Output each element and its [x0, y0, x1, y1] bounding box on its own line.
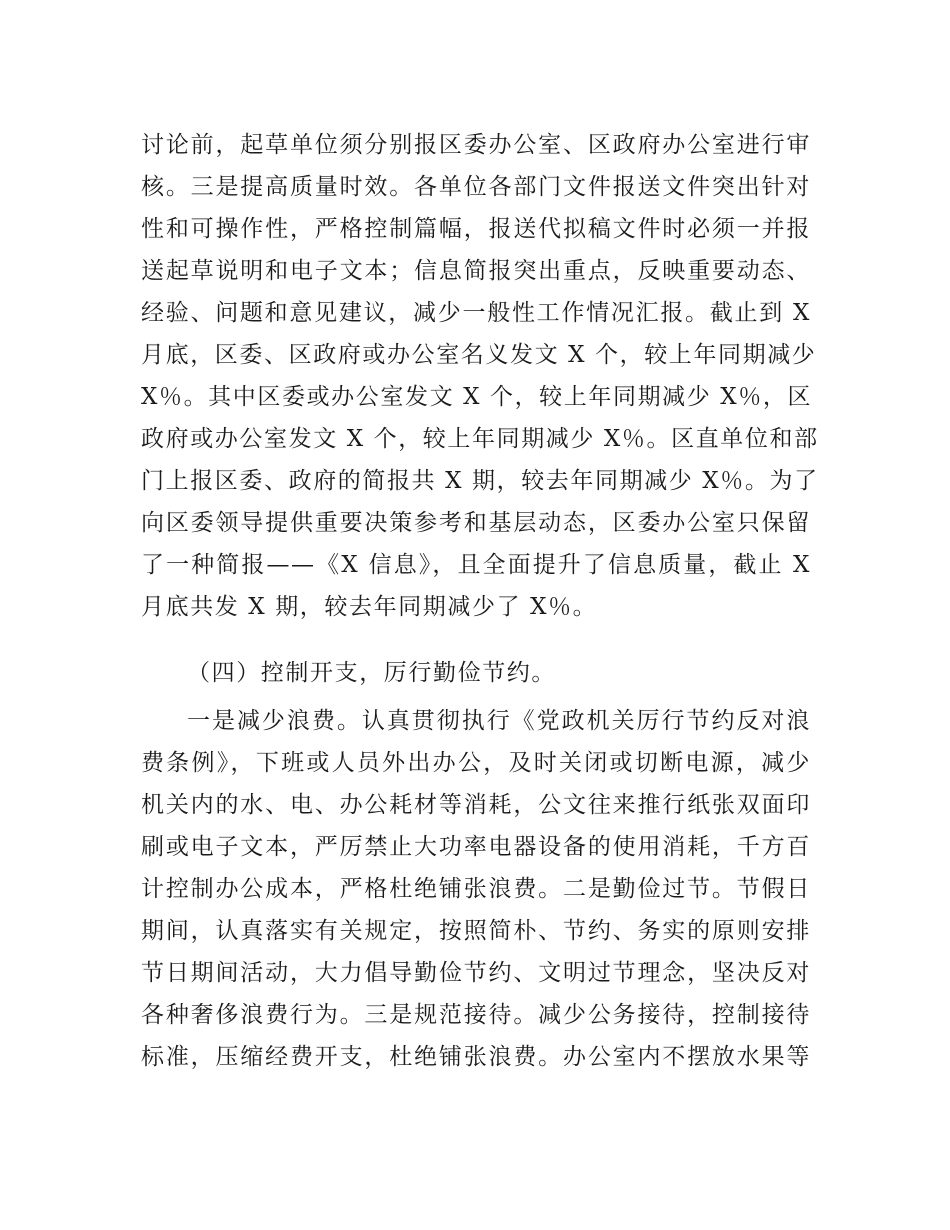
text-line: 刷或电子文本，严厉禁止大功率电器设备的使用消耗，千方百	[141, 834, 811, 860]
section-heading	[141, 652, 811, 694]
text-line: 了一种简报——《X 信息》，且全面提升了信息质量，截止 X	[141, 552, 811, 578]
text-line: 送起草说明和电子文本；信息简报突出重点，反映重要动态、	[141, 258, 811, 284]
text-line: 一是减少浪费。认真贯彻执行《党政机关厉行节约反对浪	[187, 708, 811, 734]
text-line: 节日期间活动，大力倡导勤俭节约、文明过节理念，坚决反对	[141, 960, 811, 986]
paragraph-reduce-waste	[141, 700, 811, 1078]
text-line: 期间，认真落实有关规定，按照简朴、节约、务实的原则安排	[141, 918, 811, 944]
text-line: 机关内的水、电、办公耗材等消耗，公文往来推行纸张双面印	[141, 792, 811, 818]
text-line: 标准，压缩经费开支，杜绝铺张浪费。办公室内不摆放水果等	[141, 1044, 811, 1070]
text-line: 各种奢侈浪费行为。三是规范接待。减少公务接待，控制接待	[141, 1002, 811, 1028]
text-line: 政府或办公室发文 X 个，较上年同期减少 X％。区直单位和部	[141, 426, 819, 452]
text-line: 核。三是提高质量时效。各单位各部门文件报送文件突出针对	[141, 174, 811, 200]
text-line: 计控制办公成本，严格杜绝铺张浪费。二是勤俭过节。节假日	[141, 876, 811, 902]
text-line: 月底共发 X 期，较去年同期减少了 X％。	[141, 594, 598, 620]
text-line: 讨论前，起草单位须分别报区委办公室、区政府办公室进行审	[141, 132, 811, 158]
text-line: 门上报区委、政府的简报共 X 期，较去年同期减少 X％。为了	[141, 468, 819, 494]
text-line: 费条例》，下班或人员外出办公，及时关闭或切断电源，减少	[141, 750, 811, 776]
text-line: 向区委领导提供重要决策参考和基层动态，区委办公室只保留	[141, 510, 811, 536]
text-line: 性和可操作性，严格控制篇幅，报送代拟稿文件时必须一并报	[141, 216, 811, 242]
text-line: 经验、问题和意见建议，减少一般性工作情况汇报。截止到 X	[141, 300, 811, 326]
text-line: 月底，区委、区政府或办公室名义发文 X 个，较上年同期减少	[141, 342, 817, 368]
paragraph-review-and-quality	[141, 124, 819, 628]
text-line: X％。其中区委或办公室发文 X 个，较上年同期减少 X％，区	[141, 384, 813, 410]
section-heading-text: （四）控制开支，厉行勤俭节约。	[187, 660, 556, 686]
